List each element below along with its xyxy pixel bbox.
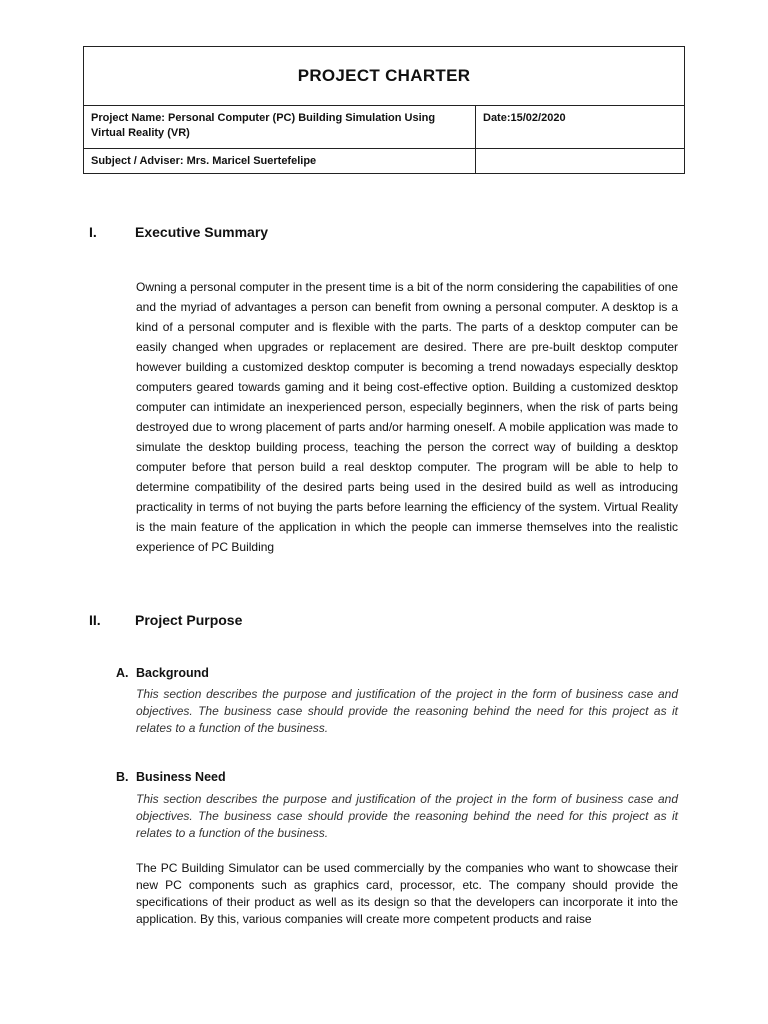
business-need-guidance-text: This section describes the purpose and justification of the project in the form of business case and objectives. The business case should provide the reasoning behind the need for this project as it relates to a function of the business. (136, 792, 678, 840)
section-heading-executive-summary (89, 224, 268, 240)
header-row-project (84, 106, 684, 149)
date-cell: Date:15/02/2020 (483, 112, 566, 124)
background-guidance-text: This section describes the purpose and justification of the project in the form of business case and objectives. The business case should provide the reasoning behind the need for this project as it relates to a function of the business. (136, 687, 678, 735)
section-heading-project-purpose (89, 612, 242, 628)
subsection-letter: A. (116, 666, 129, 680)
document-title: PROJECT CHARTER (84, 47, 684, 106)
subsection-title: Background (136, 666, 209, 680)
section-title: Executive Summary (135, 224, 269, 240)
project-name-cell: Project Name: Personal Computer (PC) Building Simulation Using Virtual Reality (VR) (84, 106, 476, 148)
executive-summary-text: Owning a personal computer in the present time is a bit of the norm considering the capabilities of one and the myriad of advantages a person can benefit from owning a personal computer. A desktop is a kind of a personal computer and is flexible with the parts. The parts of a desktop computer can be easily changed when upgrades or replacement are desired. There are pre-built desktop computer however building a customized desktop computer is becoming a trend nowadays especially desktop computers geared towards gaming and it being cost-effective option. Building a customized desktop computer can intimidate an inexperienced person, especially beginners, when the risk of parts being destroyed due to wrong placement of parts and/or harming oneself. A mobile application was made to simulate the desktop building process, teaching the person the correct way of building a desktop computer before that person build a real desktop computer. The program will be able to help to determine compatibility of the desired parts being used in the desired build as well as introducing practicality in terms of not buying the parts before learning the efficiency of the system. Virtual Reality is the main feature of the application in which the people can immerse themselves into the realistic experience of PC Building (136, 280, 678, 554)
section-number: I. (89, 224, 97, 240)
section-number: II. (89, 612, 101, 628)
section-title: Project Purpose (135, 612, 243, 628)
subsection-heading-business-need (116, 770, 226, 784)
subsection-letter: B. (116, 770, 129, 784)
subject-adviser-cell: Subject / Adviser: Mrs. Maricel Suertefelipe (84, 149, 476, 173)
subsection-heading-background (116, 666, 209, 680)
subsection-title: Business Need (136, 770, 226, 784)
header-table (83, 46, 685, 174)
header-row-subject (84, 149, 684, 173)
business-need-body-text: The PC Building Simulator can be used commercially by the companies who want to showcase their new PC components such as graphics card, processor, etc. The company should provide the specifications of their product as well as its design so that the developers can incorporate it into the application. By this, various companies will create more competent products and raise (136, 861, 678, 926)
empty-cell (476, 149, 684, 173)
